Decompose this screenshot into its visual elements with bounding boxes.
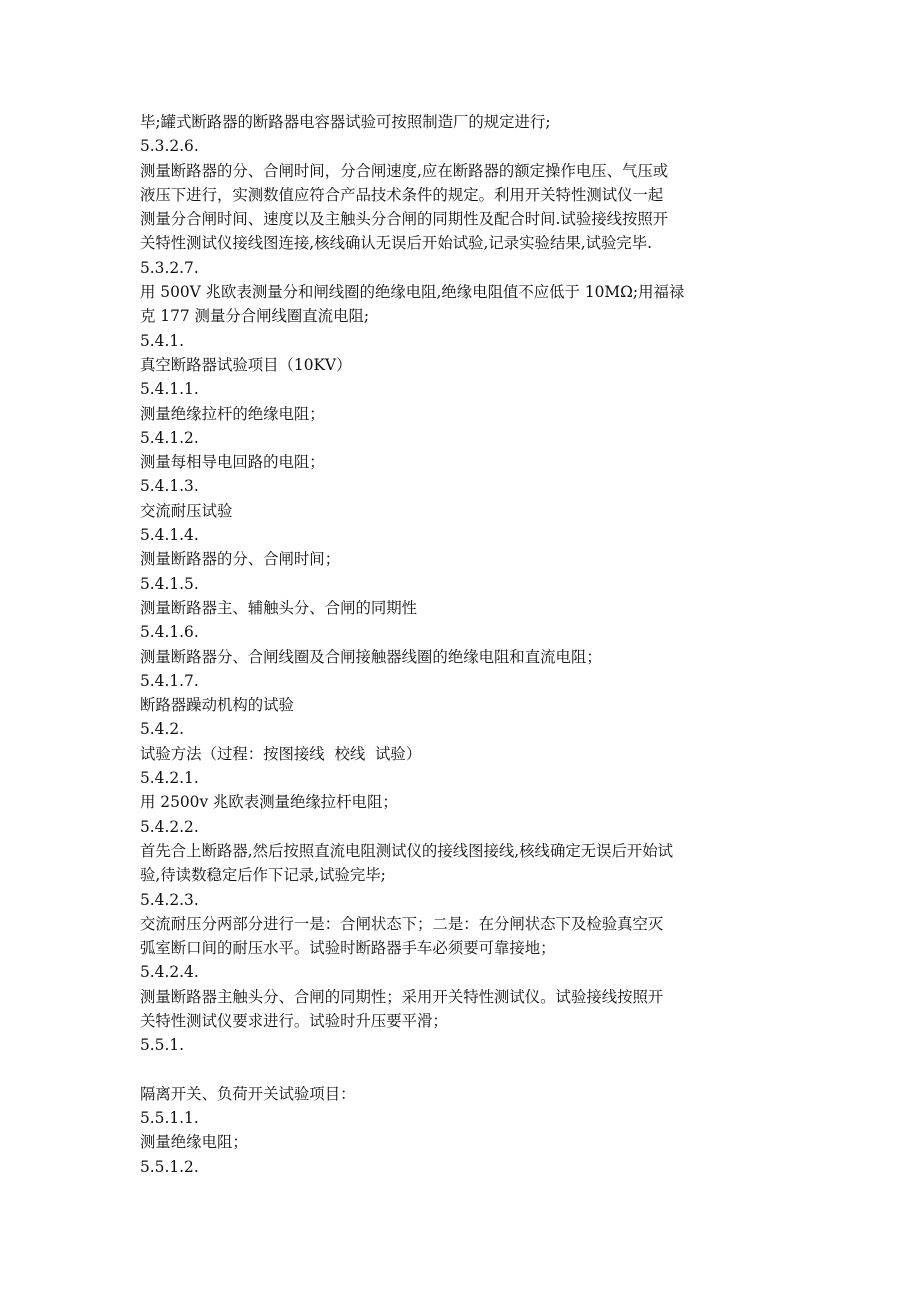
text-line: 断路器躁动机构的试验 [140,696,294,715]
document-body [140,110,785,1179]
text-line: 测量断路器的分、合闸时间； [140,550,341,569]
section-number: 5.5.1.1. [140,1109,199,1128]
section-number: 5.4.1. [140,331,185,350]
section-number: 5.4.1.4. [140,526,199,545]
text-line: 测量断路器的分、合闸时间，分合闸速度,应在断路器的额定操作电压、气压或 [140,161,669,180]
text-line: 液压下进行，实测数值应符合产品技术条件的规定。利用开关特性测试仪一起 [140,185,664,204]
section-number: 5.4.1.6. [140,623,199,642]
section-number: 5.3.2.7. [140,258,199,277]
section-number: 5.3.2.6. [140,137,199,156]
section-number: 5.4.2.3. [140,890,199,909]
text-line: 测量断路器主触头分、合闸的同期性；采用开关特性测试仪。试验接线按照开 [140,987,664,1006]
text-line: 首先合上断路器,然后按照直流电阻测试仪的接线图接线,核线确定无误后开始试 [140,841,674,860]
text-line: 交流耐压分两部分进行一是：合闸状态下；二是：在分闸状态下及检验真空灭 [140,914,664,933]
section-number: 5.4.1.5. [140,574,199,593]
text-line: 验,待读数稳定后作下记录,试验完毕; [140,866,386,885]
text-line: 克 177 测量分合闸线圈直流电阻; [140,307,370,326]
section-number: 5.5.1. [140,1036,185,1055]
section-heading: 试验方法（过程：按图接线 校线 试验） [140,744,422,763]
text-line: 测量断路器分、合闸线圈及合闸接触器线圈的绝缘电阻和直流电阻； [140,647,602,666]
text-line: 关特性测试仪接线图连接,核线确认无误后开始试验,记录实验结果,试验完毕. [140,234,653,253]
section-number: 5.4.2.1. [140,769,199,788]
section-heading: 真空断路器试验项目（10KV） [140,355,352,374]
section-number: 5.4.1.1. [140,380,199,399]
section-number: 5.4.2.4. [140,963,199,982]
text-line: 测量每相导电回路的电阻； [140,453,325,472]
section-number: 5.4.1.7. [140,671,199,690]
text-line: 测量断路器主、辅触头分、合闸的同期性 [140,598,418,617]
section-number: 5.4.1.3. [140,477,199,496]
blank-line [140,1058,785,1082]
section-heading: 隔离开关、负荷开关试验项目： [140,1084,356,1103]
text-line: 交流耐压试验 [140,501,233,520]
text-line: 关特性测试仪要求进行。试验时升压要平滑； [140,1011,448,1030]
text-line: 测量绝缘电阻； [140,1133,248,1152]
text-line: 用 2500v 兆欧表测量绝缘拉杆电阻； [140,793,398,812]
text-line: 用 500V 兆欧表测量分和闸线圈的绝缘电阻,绝缘电阻值不应低于 10MΩ;用福禄 [140,283,685,302]
text-line: 测量绝缘拉杆的绝缘电阻； [140,404,325,423]
section-number: 5.5.1.2. [140,1157,199,1176]
section-number: 5.4.1.2. [140,428,199,447]
section-number: 5.4.2.2. [140,817,199,836]
section-number: 5.4.2. [140,720,185,739]
text-line: 毕;罐式断路器的断路器电容器试验可按照制造厂的规定进行; [140,113,551,131]
text-line: 测量分合闸时间、速度以及主触头分合闸的同期性及配合时间.试验接线按照开 [140,210,669,229]
text-line: 弧室断口间的耐压水平。试验时断路器手车必须要可靠接地； [140,939,556,958]
